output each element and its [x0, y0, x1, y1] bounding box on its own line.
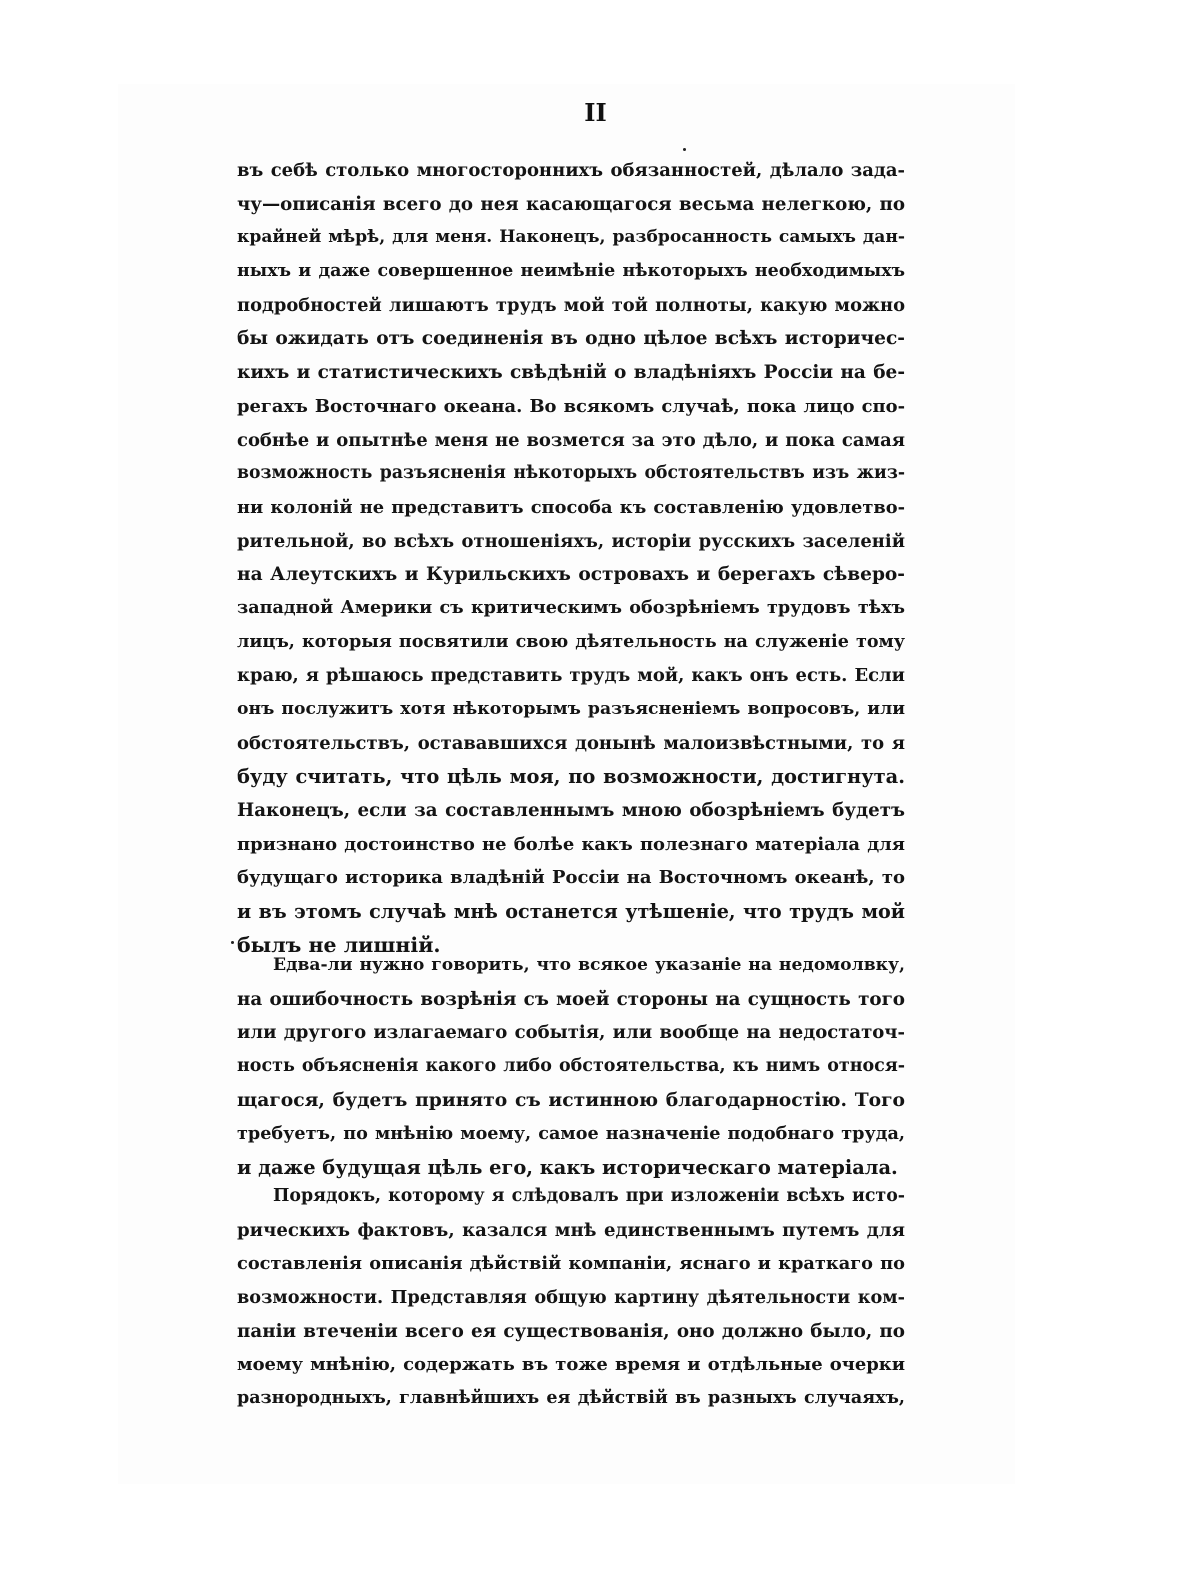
text-line: составленія описанія дѣйствій компаніи, яснаго и краткаго по — [237, 1253, 905, 1275]
ink-speck — [683, 148, 686, 151]
text-line: подробностей лишаютъ трудъ мой той полноты, какую можно — [237, 294, 905, 316]
text-line: возможность разъясненія нѣкоторыхъ обстоятельствъ изъ жиз- — [237, 463, 905, 484]
ink-speck — [231, 941, 234, 944]
paragraph-2 — [237, 949, 905, 1185]
page-number: II — [584, 98, 607, 127]
text-line: моему мнѣнію, содержать въ тоже время и отдѣльные очерки — [237, 1354, 905, 1376]
text-line: крайней мѣрѣ, для меня. Наконецъ, разбросанность самыхъ дан- — [237, 227, 905, 248]
text-line: бы ожидать отъ соединенія въ одно цѣлое всѣхъ историчес- — [237, 328, 905, 350]
text-line: онъ послужитъ хотя нѣкоторымъ разъясненіемъ вопросовъ, или — [237, 699, 905, 719]
text-line: и даже будущая цѣль его, какъ историческаго матеріала. — [237, 1156, 898, 1180]
text-line: въ себѣ столько многостороннихъ обязанностей, дѣлало зада- — [237, 160, 905, 181]
text-line: краю, я рѣшаюсь представить трудъ мой, какъ онъ есть. Если — [237, 665, 905, 687]
text-line: паніи втеченіи всего ея существованія, оно должно было, по — [237, 1320, 905, 1342]
text-line: Порядокъ, которому я слѣдовалъ при изложеніи всѣхъ исто- — [273, 1186, 905, 1206]
text-line: собнѣе и опытнѣе меня не возмется за это дѣло, и пока самая — [237, 429, 905, 451]
text-line: западной Америки съ критическимъ обозрѣніемъ трудовъ тѣхъ — [237, 597, 905, 618]
text-line: Едва-ли нужно говорить, что всякое указаніе на недомолвку, — [273, 955, 905, 975]
text-line: рическихъ фактовъ, казался мнѣ единственнымъ путемъ для — [237, 1219, 905, 1241]
text-line: кихъ и статистическихъ свѣдѣній о владѣніяхъ Россіи на бе- — [237, 362, 905, 384]
text-line: разнородныхъ, главнѣйшихъ ея дѣйствій въ разныхъ случаяхъ, — [237, 1388, 905, 1409]
text-line: на ошибочность возрѣнія съ моей стороны на сущность того — [237, 988, 905, 1010]
text-line: Наконецъ, если за составленнымъ мною обозрѣніемъ будетъ — [237, 800, 905, 822]
paragraph-3 — [237, 1180, 905, 1416]
text-line: признано достоинство не болѣе какъ полезнаго матеріала для — [237, 833, 905, 855]
text-line: обстоятельствъ, остававшихся донынѣ малоизвѣстными, то я — [237, 732, 905, 754]
text-line: ныхъ и даже совершенное неимѣніе нѣкоторыхъ необходимыхъ — [237, 261, 905, 282]
text-line: возможности. Представляя общую картину дѣятельности ком- — [237, 1287, 905, 1309]
text-line: ность объясненія какого либо обстоятельства, къ нимъ относя- — [237, 1056, 905, 1077]
text-line: чу—описанія всего до нея касающагося весьма нелегкою, по — [237, 193, 905, 215]
text-line: ни колоній не представитъ способа къ составленію удовлетво- — [237, 496, 905, 518]
text-line: буду считать, что цѣль моя, по возможности, достигнута. — [237, 765, 905, 789]
text-line: на Алеутскихъ и Курильскихъ островахъ и берегахъ сѣверо- — [237, 564, 905, 586]
text-line: былъ не лишній. — [237, 932, 441, 957]
paragraph-1 — [237, 154, 905, 963]
text-line: и въ этомъ случаѣ мнѣ останется утѣшеніе, что трудъ мой — [237, 900, 905, 924]
text-line: рительной, во всѣхъ отношеніяхъ, исторіи русскихъ заселеній — [237, 530, 905, 552]
text-line: будущаго историка владѣній Россіи на Восточномъ океанѣ, то — [237, 867, 905, 889]
text-line: лицъ, которыя посвятили свою дѣятельность на служеніе тому — [237, 631, 905, 652]
text-line: или другого излагаемаго событія, или вообще на недостаточ- — [237, 1022, 905, 1044]
text-line: требуетъ, по мнѣнію моему, самое назначеніе подобнаго труда, — [237, 1123, 905, 1145]
text-line: щагося, будетъ принято съ истинною благодарностію. Того — [237, 1088, 905, 1111]
text-line: регахъ Восточнаго океана. Во всякомъ случаѣ, пока лицо спо- — [237, 395, 905, 417]
